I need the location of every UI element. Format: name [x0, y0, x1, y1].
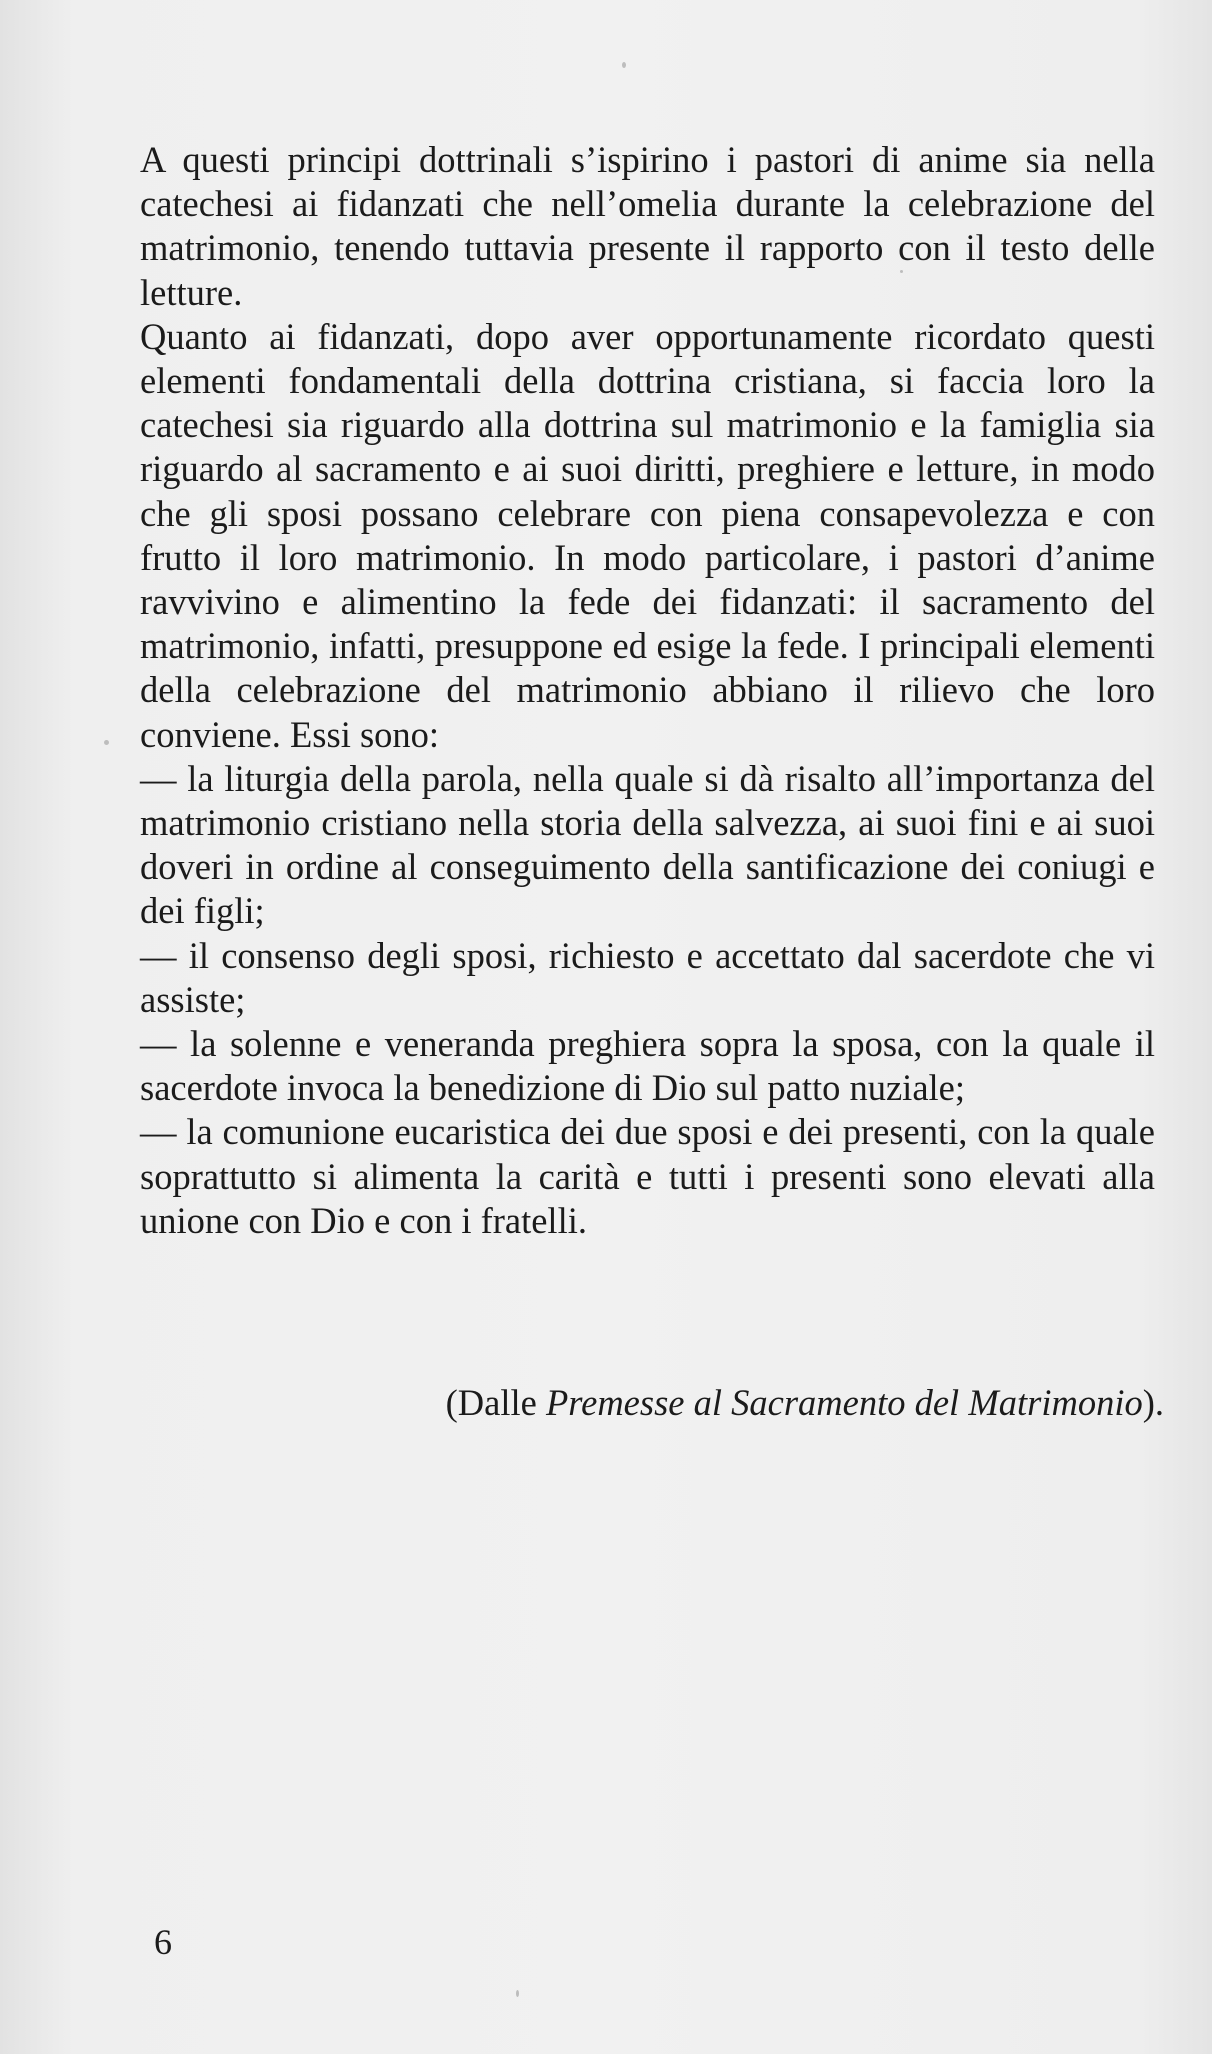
body-text [140, 138, 1155, 1243]
paragraph-1: A questi principi dottrinali s’ispirino i pastori di anime sia nella catechesi ai fidanzati che nell’omelia durante la celebrazione del matrimonio, tenendo tuttavia presente il rapporto con il testo delle letture. [140, 139, 1155, 313]
list-item-liturgy: — la liturgia della parola, nella quale si dà risalto all’importanza del matrimonio cristiano nella storia della salvezza, ai suoi fini e ai suoi doveri in ordine al conseguimento della santificazione dei coniugi e dei figli; [140, 757, 1155, 932]
source-attribution [446, 1381, 1164, 1425]
paper-speck [516, 1990, 519, 1997]
list-item-prayer: — la solenne e veneranda preghiera sopra la sposa, con la quale il sacerdote invoca la benedizione di Dio sul patto nuziale; [140, 1023, 1155, 1109]
attribution-title: Premesse al Sacramento del Matrimonio [545, 1382, 1143, 1423]
paper-speck [104, 740, 109, 745]
attribution-close: ). [1142, 1382, 1164, 1423]
list-item-consent: — il consenso degli sposi, richiesto e accettato dal sacerdote che vi assiste; [140, 934, 1155, 1020]
paragraph-2: Quanto ai fidanzati, dopo aver opportunamente ricordato questi elementi fondamentali della dottrina cristiana, si faccia loro la catechesi sia riguardo alla dottrina sul matrimonio e la famiglia sia riguardo al sacramento e ai suoi diritti, preghiere e letture, in modo che gli sposi possano celebrare con piena consapevolezza e con frutto il loro matrimonio. In modo particolare, i pastori d’anime ravvivino e alimentino la fede dei fidanzati: il sacramento del matrimonio, infatti, presuppone ed esige la fede. I principali elementi della celebrazione del matrimonio abbiano il rilievo che loro conviene. Essi sono: [140, 315, 1155, 755]
attribution-open: (Dalle [445, 1382, 546, 1423]
list-item-communion: — la comunione eucaristica dei due sposi e dei presenti, con la quale soprattutto si alimenta la carità e tutti i presenti sono elevati alla unione con Dio e con i fratelli. [140, 1111, 1155, 1241]
paper-speck [622, 62, 626, 68]
page-number: 6 [154, 1922, 172, 1962]
paper-speck [900, 270, 903, 273]
